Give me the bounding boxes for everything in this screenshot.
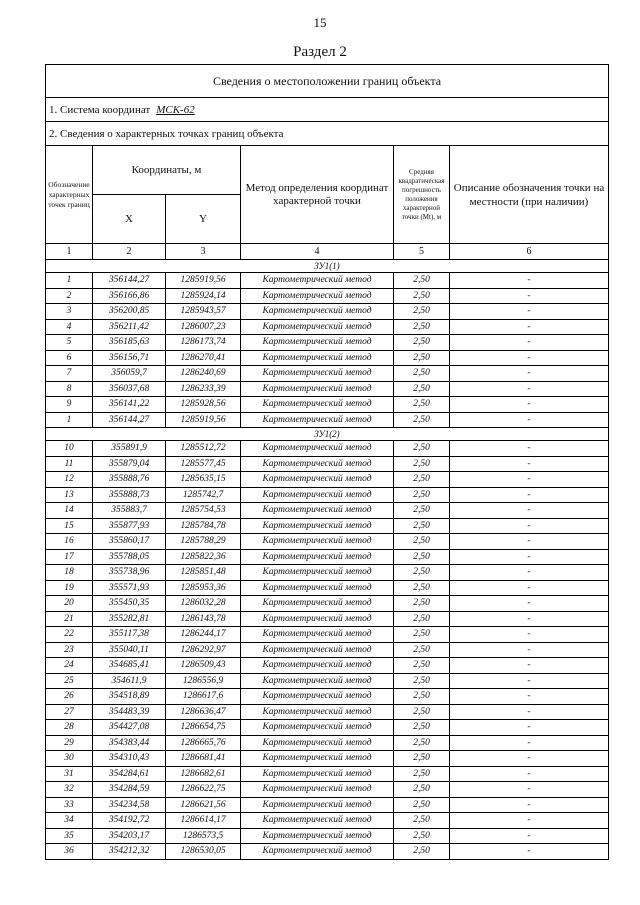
group-row xyxy=(46,428,609,441)
x-coordinate-cell: 356144,27 xyxy=(93,273,166,289)
accuracy-cell: 2,50 xyxy=(394,518,450,534)
y-coordinate-cell: 1286665,76 xyxy=(166,735,241,751)
method-cell: Картометрический метод xyxy=(241,627,394,643)
x-coordinate-cell: 356141,22 xyxy=(93,397,166,413)
header-point-designation: Обозначение характерных точек границ xyxy=(46,146,93,244)
description-cell: - xyxy=(450,611,609,627)
y-coordinate-cell: 1285919,56 xyxy=(166,412,241,428)
point-number-cell: 7 xyxy=(46,366,93,382)
method-cell: Картометрический метод xyxy=(241,580,394,596)
x-coordinate-cell: 354427,08 xyxy=(93,720,166,736)
point-number-cell: 15 xyxy=(46,518,93,534)
x-coordinate-cell: 354284,61 xyxy=(93,766,166,782)
accuracy-cell: 2,50 xyxy=(394,704,450,720)
method-cell: Картометрический метод xyxy=(241,642,394,658)
y-coordinate-cell: 1286244,17 xyxy=(166,627,241,643)
table-row xyxy=(46,751,609,767)
table-row xyxy=(46,720,609,736)
accuracy-cell: 2,50 xyxy=(394,580,450,596)
method-cell: Картометрический метод xyxy=(241,319,394,335)
description-cell: - xyxy=(450,735,609,751)
table-row xyxy=(46,766,609,782)
column-number: 4 xyxy=(241,244,394,260)
y-coordinate-cell: 1286573,5 xyxy=(166,828,241,844)
x-coordinate-cell: 355738,96 xyxy=(93,565,166,581)
description-cell: - xyxy=(450,381,609,397)
point-number-cell: 33 xyxy=(46,797,93,813)
method-cell: Картометрический метод xyxy=(241,456,394,472)
x-coordinate-cell: 356166,86 xyxy=(93,288,166,304)
method-cell: Картометрический метод xyxy=(241,304,394,320)
accuracy-cell: 2,50 xyxy=(394,273,450,289)
table-row xyxy=(46,273,609,289)
accuracy-cell: 2,50 xyxy=(394,456,450,472)
description-cell: - xyxy=(450,844,609,860)
table-row xyxy=(46,642,609,658)
x-coordinate-cell: 354310,43 xyxy=(93,751,166,767)
y-coordinate-cell: 1286270,41 xyxy=(166,350,241,366)
point-number-cell: 23 xyxy=(46,642,93,658)
accuracy-cell: 2,50 xyxy=(394,549,450,565)
method-cell: Картометрический метод xyxy=(241,366,394,382)
table-row xyxy=(46,782,609,798)
point-number-cell: 21 xyxy=(46,611,93,627)
point-number-cell: 24 xyxy=(46,658,93,674)
x-coordinate-cell: 355860,17 xyxy=(93,534,166,550)
method-cell: Картометрический метод xyxy=(241,658,394,674)
accuracy-cell: 2,50 xyxy=(394,381,450,397)
accuracy-cell: 2,50 xyxy=(394,487,450,503)
accuracy-cell: 2,50 xyxy=(394,611,450,627)
description-cell: - xyxy=(450,441,609,457)
description-cell: - xyxy=(450,720,609,736)
description-cell: - xyxy=(450,288,609,304)
x-coordinate-cell: 356144,27 xyxy=(93,412,166,428)
x-coordinate-cell: 354284,59 xyxy=(93,782,166,798)
method-cell: Картометрический метод xyxy=(241,472,394,488)
y-coordinate-cell: 1286530,05 xyxy=(166,844,241,860)
method-cell: Картометрический метод xyxy=(241,751,394,767)
x-coordinate-cell: 354685,41 xyxy=(93,658,166,674)
y-coordinate-cell: 1286614,17 xyxy=(166,813,241,829)
description-cell: - xyxy=(450,580,609,596)
description-cell: - xyxy=(450,304,609,320)
point-number-cell: 26 xyxy=(46,689,93,705)
table-row xyxy=(46,611,609,627)
table-row xyxy=(46,565,609,581)
accuracy-cell: 2,50 xyxy=(394,441,450,457)
method-cell: Картометрический метод xyxy=(241,844,394,860)
table-row xyxy=(46,456,609,472)
accuracy-cell: 2,50 xyxy=(394,596,450,612)
point-number-cell: 6 xyxy=(46,350,93,366)
accuracy-cell: 2,50 xyxy=(394,658,450,674)
point-number-cell: 11 xyxy=(46,456,93,472)
point-number-cell: 10 xyxy=(46,441,93,457)
y-coordinate-cell: 1286682,61 xyxy=(166,766,241,782)
method-cell: Картометрический метод xyxy=(241,549,394,565)
point-number-cell: 9 xyxy=(46,397,93,413)
accuracy-cell: 2,50 xyxy=(394,751,450,767)
description-cell: - xyxy=(450,596,609,612)
y-coordinate-cell: 1286233,39 xyxy=(166,381,241,397)
column-number: 3 xyxy=(166,244,241,260)
description-cell: - xyxy=(450,518,609,534)
y-coordinate-cell: 1285784,78 xyxy=(166,518,241,534)
y-coordinate-cell: 1285928,56 xyxy=(166,397,241,413)
method-cell: Картометрический метод xyxy=(241,828,394,844)
header-y: Y xyxy=(166,195,241,244)
y-coordinate-cell: 1285788,29 xyxy=(166,534,241,550)
method-cell: Картометрический метод xyxy=(241,381,394,397)
point-number-cell: 30 xyxy=(46,751,93,767)
group-label: ЗУ1(2) xyxy=(46,428,609,441)
point-number-cell: 5 xyxy=(46,335,93,351)
description-cell: - xyxy=(450,658,609,674)
point-number-cell: 31 xyxy=(46,766,93,782)
coord-system-row xyxy=(46,98,609,122)
table-row xyxy=(46,319,609,335)
table-row xyxy=(46,288,609,304)
table-row xyxy=(46,735,609,751)
y-coordinate-cell: 1286173,74 xyxy=(166,335,241,351)
y-coordinate-cell: 1286240,69 xyxy=(166,366,241,382)
table-row xyxy=(46,828,609,844)
description-cell: - xyxy=(450,487,609,503)
accuracy-cell: 2,50 xyxy=(394,304,450,320)
x-coordinate-cell: 355117,38 xyxy=(93,627,166,643)
point-number-cell: 1 xyxy=(46,412,93,428)
x-coordinate-cell: 355883,7 xyxy=(93,503,166,519)
accuracy-cell: 2,50 xyxy=(394,534,450,550)
accuracy-cell: 2,50 xyxy=(394,828,450,844)
description-cell: - xyxy=(450,828,609,844)
table-row xyxy=(46,335,609,351)
method-cell: Картометрический метод xyxy=(241,689,394,705)
table-row xyxy=(46,518,609,534)
group-row xyxy=(46,260,609,273)
accuracy-cell: 2,50 xyxy=(394,782,450,798)
x-coordinate-cell: 356200,85 xyxy=(93,304,166,320)
method-cell: Картометрический метод xyxy=(241,673,394,689)
method-cell: Картометрический метод xyxy=(241,611,394,627)
point-number-cell: 18 xyxy=(46,565,93,581)
table-row xyxy=(46,472,609,488)
table-row xyxy=(46,658,609,674)
table-row xyxy=(46,487,609,503)
x-coordinate-cell: 354212,32 xyxy=(93,844,166,860)
column-number: 6 xyxy=(450,244,609,260)
x-coordinate-cell: 354203,17 xyxy=(93,828,166,844)
description-cell: - xyxy=(450,549,609,565)
x-coordinate-cell: 354234,58 xyxy=(93,797,166,813)
table-row xyxy=(46,397,609,413)
description-cell: - xyxy=(450,689,609,705)
column-numbers-row xyxy=(46,244,609,260)
point-number-cell: 19 xyxy=(46,580,93,596)
description-cell: - xyxy=(450,273,609,289)
table-row xyxy=(46,673,609,689)
description-cell: - xyxy=(450,319,609,335)
description-cell: - xyxy=(450,472,609,488)
point-number-cell: 16 xyxy=(46,534,93,550)
description-cell: - xyxy=(450,503,609,519)
table-row xyxy=(46,503,609,519)
description-cell: - xyxy=(450,704,609,720)
y-coordinate-cell: 1286007,23 xyxy=(166,319,241,335)
x-coordinate-cell: 354611,9 xyxy=(93,673,166,689)
method-cell: Картометрический метод xyxy=(241,596,394,612)
x-coordinate-cell: 355888,73 xyxy=(93,487,166,503)
method-cell: Картометрический метод xyxy=(241,704,394,720)
table-row xyxy=(46,412,609,428)
method-cell: Картометрический метод xyxy=(241,813,394,829)
x-coordinate-cell: 354383,44 xyxy=(93,735,166,751)
point-number-cell: 3 xyxy=(46,304,93,320)
x-coordinate-cell: 355888,76 xyxy=(93,472,166,488)
x-coordinate-cell: 354483,39 xyxy=(93,704,166,720)
y-coordinate-cell: 1286681,41 xyxy=(166,751,241,767)
method-cell: Картометрический метод xyxy=(241,503,394,519)
point-number-cell: 13 xyxy=(46,487,93,503)
x-coordinate-cell: 355877,93 xyxy=(93,518,166,534)
method-cell: Картометрический метод xyxy=(241,766,394,782)
accuracy-cell: 2,50 xyxy=(394,642,450,658)
description-cell: - xyxy=(450,751,609,767)
accuracy-cell: 2,50 xyxy=(394,673,450,689)
method-cell: Картометрический метод xyxy=(241,720,394,736)
method-cell: Картометрический метод xyxy=(241,273,394,289)
point-number-cell: 32 xyxy=(46,782,93,798)
description-cell: - xyxy=(450,565,609,581)
table-row xyxy=(46,350,609,366)
method-cell: Картометрический метод xyxy=(241,397,394,413)
method-cell: Картометрический метод xyxy=(241,735,394,751)
accuracy-cell: 2,50 xyxy=(394,844,450,860)
accuracy-cell: 2,50 xyxy=(394,735,450,751)
table-row xyxy=(46,596,609,612)
coord-system-label: 1. Система координат xyxy=(49,103,151,116)
coord-system-value: МСК-62 xyxy=(156,103,195,116)
x-coordinate-cell: 356211,42 xyxy=(93,319,166,335)
y-coordinate-cell: 1285635,15 xyxy=(166,472,241,488)
accuracy-cell: 2,50 xyxy=(394,397,450,413)
accuracy-cell: 2,50 xyxy=(394,288,450,304)
y-coordinate-cell: 1285924,14 xyxy=(166,288,241,304)
y-coordinate-cell: 1286509,43 xyxy=(166,658,241,674)
boundary-points-table xyxy=(45,64,609,860)
table-row xyxy=(46,797,609,813)
points-label: 2. Сведения о характерных точках границ объекта xyxy=(46,122,609,146)
accuracy-cell: 2,50 xyxy=(394,335,450,351)
table-row xyxy=(46,689,609,705)
point-number-cell: 17 xyxy=(46,549,93,565)
y-coordinate-cell: 1285512,72 xyxy=(166,441,241,457)
column-number: 1 xyxy=(46,244,93,260)
accuracy-cell: 2,50 xyxy=(394,720,450,736)
description-cell: - xyxy=(450,673,609,689)
description-cell: - xyxy=(450,350,609,366)
y-coordinate-cell: 1285943,57 xyxy=(166,304,241,320)
point-number-cell: 2 xyxy=(46,288,93,304)
point-number-cell: 36 xyxy=(46,844,93,860)
table-title: Сведения о местоположении границ объекта xyxy=(46,65,609,98)
section-title: Раздел 2 xyxy=(293,44,347,60)
point-number-cell: 29 xyxy=(46,735,93,751)
x-coordinate-cell: 355571,93 xyxy=(93,580,166,596)
accuracy-cell: 2,50 xyxy=(394,813,450,829)
table-row xyxy=(46,366,609,382)
point-number-cell: 4 xyxy=(46,319,93,335)
description-cell: - xyxy=(450,335,609,351)
description-cell: - xyxy=(450,766,609,782)
y-coordinate-cell: 1286621,56 xyxy=(166,797,241,813)
accuracy-cell: 2,50 xyxy=(394,689,450,705)
accuracy-cell: 2,50 xyxy=(394,319,450,335)
x-coordinate-cell: 354192,72 xyxy=(93,813,166,829)
method-cell: Картометрический метод xyxy=(241,518,394,534)
point-number-cell: 28 xyxy=(46,720,93,736)
table-row xyxy=(46,304,609,320)
method-cell: Картометрический метод xyxy=(241,350,394,366)
point-number-cell: 22 xyxy=(46,627,93,643)
y-coordinate-cell: 1285577,45 xyxy=(166,456,241,472)
accuracy-cell: 2,50 xyxy=(394,366,450,382)
method-cell: Картометрический метод xyxy=(241,782,394,798)
method-cell: Картометрический метод xyxy=(241,534,394,550)
page-number: 15 xyxy=(313,15,327,30)
accuracy-cell: 2,50 xyxy=(394,350,450,366)
group-label: ЗУ1(1) xyxy=(46,260,609,273)
x-coordinate-cell: 356156,71 xyxy=(93,350,166,366)
description-cell: - xyxy=(450,813,609,829)
method-cell: Картометрический метод xyxy=(241,797,394,813)
y-coordinate-cell: 1286654,75 xyxy=(166,720,241,736)
y-coordinate-cell: 1286636,47 xyxy=(166,704,241,720)
header-method: Метод определения координат характерной точки xyxy=(241,146,394,244)
point-number-cell: 27 xyxy=(46,704,93,720)
y-coordinate-cell: 1285754,53 xyxy=(166,503,241,519)
x-coordinate-cell: 356185,63 xyxy=(93,335,166,351)
x-coordinate-cell: 355450,35 xyxy=(93,596,166,612)
point-number-cell: 1 xyxy=(46,273,93,289)
accuracy-cell: 2,50 xyxy=(394,766,450,782)
header-description: Описание обозначения точки на местности (при наличии) xyxy=(450,146,609,244)
header-coordinates: Координаты, м xyxy=(93,146,241,195)
method-cell: Картометрический метод xyxy=(241,565,394,581)
description-cell: - xyxy=(450,366,609,382)
table-row xyxy=(46,381,609,397)
accuracy-cell: 2,50 xyxy=(394,503,450,519)
x-coordinate-cell: 356037,68 xyxy=(93,381,166,397)
point-number-cell: 12 xyxy=(46,472,93,488)
method-cell: Картометрический метод xyxy=(241,441,394,457)
table-row xyxy=(46,844,609,860)
method-cell: Картометрический метод xyxy=(241,335,394,351)
point-number-cell: 34 xyxy=(46,813,93,829)
point-number-cell: 25 xyxy=(46,673,93,689)
table-row xyxy=(46,549,609,565)
y-coordinate-cell: 1286617,6 xyxy=(166,689,241,705)
x-coordinate-cell: 355040,11 xyxy=(93,642,166,658)
x-coordinate-cell: 355879,04 xyxy=(93,456,166,472)
point-number-cell: 14 xyxy=(46,503,93,519)
accuracy-cell: 2,50 xyxy=(394,797,450,813)
description-cell: - xyxy=(450,642,609,658)
description-cell: - xyxy=(450,412,609,428)
point-number-cell: 35 xyxy=(46,828,93,844)
description-cell: - xyxy=(450,397,609,413)
description-cell: - xyxy=(450,797,609,813)
x-coordinate-cell: 355891,9 xyxy=(93,441,166,457)
header-x: X xyxy=(93,195,166,244)
table-row xyxy=(46,627,609,643)
accuracy-cell: 2,50 xyxy=(394,472,450,488)
table-row xyxy=(46,580,609,596)
x-coordinate-cell: 354518,89 xyxy=(93,689,166,705)
accuracy-cell: 2,50 xyxy=(394,627,450,643)
table-row xyxy=(46,813,609,829)
description-cell: - xyxy=(450,782,609,798)
column-number: 5 xyxy=(394,244,450,260)
method-cell: Картометрический метод xyxy=(241,412,394,428)
y-coordinate-cell: 1285953,36 xyxy=(166,580,241,596)
table-row xyxy=(46,534,609,550)
y-coordinate-cell: 1286622,75 xyxy=(166,782,241,798)
y-coordinate-cell: 1285822,36 xyxy=(166,549,241,565)
x-coordinate-cell: 356059,7 xyxy=(93,366,166,382)
y-coordinate-cell: 1285919,56 xyxy=(166,273,241,289)
x-coordinate-cell: 355282,81 xyxy=(93,611,166,627)
method-cell: Картометрический метод xyxy=(241,487,394,503)
y-coordinate-cell: 1286556,9 xyxy=(166,673,241,689)
accuracy-cell: 2,50 xyxy=(394,412,450,428)
description-cell: - xyxy=(450,456,609,472)
table-row xyxy=(46,704,609,720)
column-number: 2 xyxy=(93,244,166,260)
table-row xyxy=(46,441,609,457)
point-number-cell: 20 xyxy=(46,596,93,612)
x-coordinate-cell: 355788,05 xyxy=(93,549,166,565)
y-coordinate-cell: 1286292,97 xyxy=(166,642,241,658)
description-cell: - xyxy=(450,534,609,550)
y-coordinate-cell: 1285851,48 xyxy=(166,565,241,581)
description-cell: - xyxy=(450,627,609,643)
accuracy-cell: 2,50 xyxy=(394,565,450,581)
y-coordinate-cell: 1285742,7 xyxy=(166,487,241,503)
method-cell: Картометрический метод xyxy=(241,288,394,304)
point-number-cell: 8 xyxy=(46,381,93,397)
y-coordinate-cell: 1286032,28 xyxy=(166,596,241,612)
header-accuracy: Средняя квадратическая погрешность положения характерной точки (Mt), м xyxy=(394,146,450,244)
y-coordinate-cell: 1286143,78 xyxy=(166,611,241,627)
